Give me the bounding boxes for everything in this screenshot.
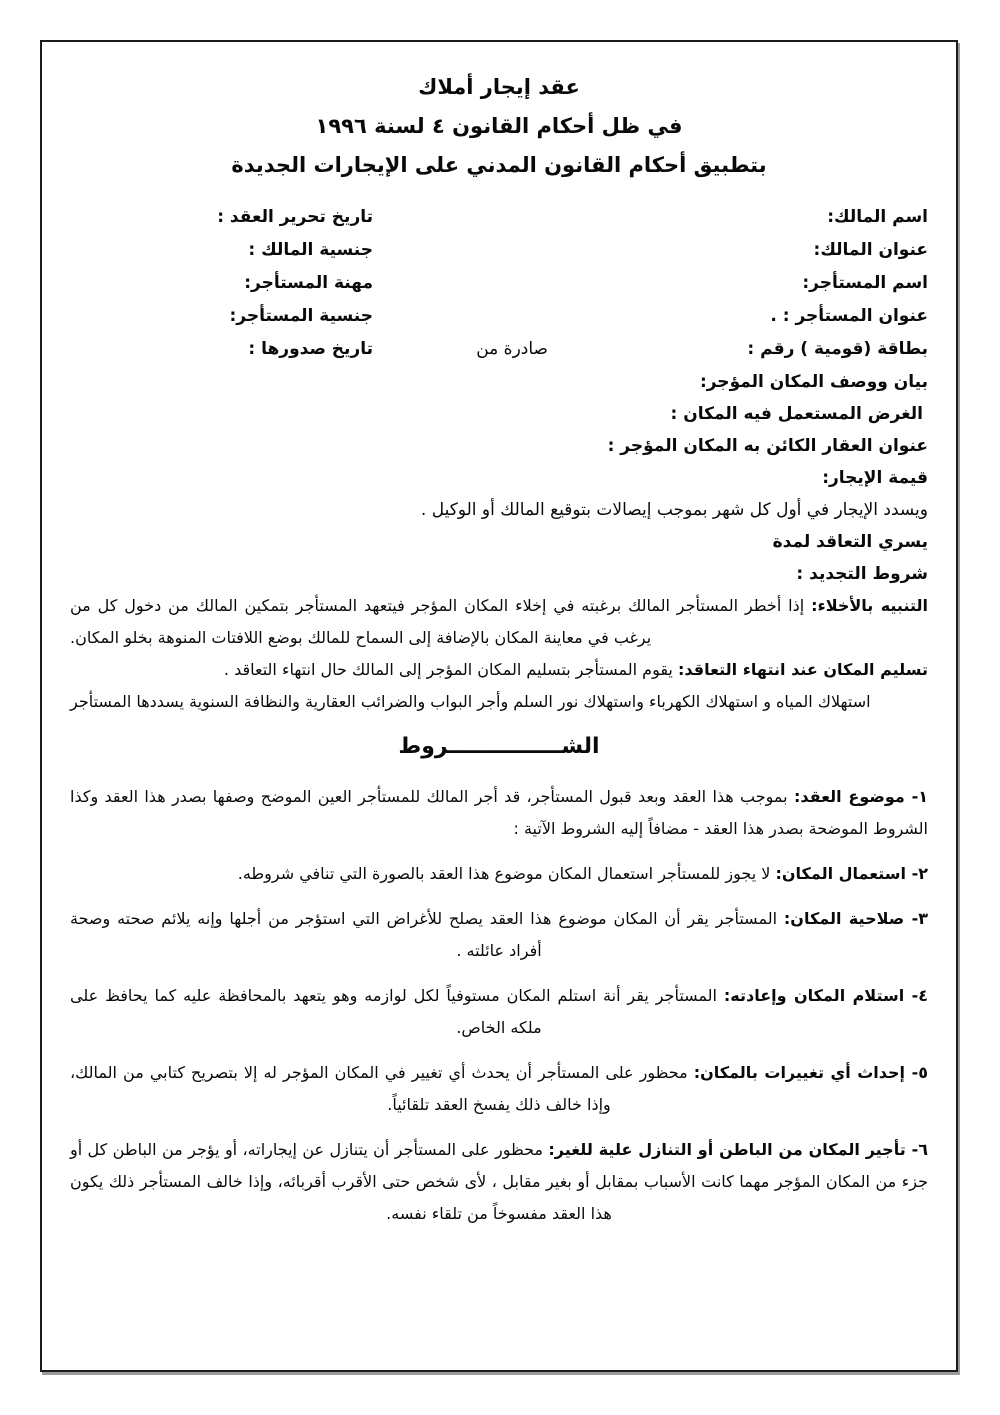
handover-paragraph xyxy=(70,654,928,686)
owner-address-label: عنوان المالك: xyxy=(813,240,928,260)
clause-place-alterations-body: محظور على المستأجر أن يحدث أي تغيير في المكان المؤجر له إلا بتصريح كتابي من المالك، وإذا خالف ذلك يفسخ العقد تلقائياً. xyxy=(70,1063,694,1114)
national-id-number-label: بطاقة (قومية ) رقم : xyxy=(747,339,928,359)
place-description-label: بيان ووصف المكان المؤجر: xyxy=(699,372,928,392)
tenant-name-label: اسم المستأجر: xyxy=(802,273,928,293)
conditions-list xyxy=(70,781,928,1230)
field-row-tenant-name xyxy=(70,267,928,300)
clause-place-suitability-title: ٣- صلاحية المكان: xyxy=(783,909,929,928)
clause-contract-subject-body: بموجب هذا العقد وبعد قبول المستأجر، قد أجر المالك للمستأجر العين الموضح وصفها بصدر هذا العقد وكذا الشروط الموضحة بصدر هذا العقد - مضافاً إليه الشروط الآتية : xyxy=(70,787,928,838)
handover-lead: تسليم المكان عند انتهاء التعاقد: xyxy=(677,660,928,679)
conditions-heading: الشـــــــــــــــروط xyxy=(398,734,600,759)
utilities-paragraph: استهلاك المياه و استهلاك الكهرباء واستهلاك نور السلم وأجر البواب والضرائب العقارية والنظافة السنوية يسددها المستأجر xyxy=(70,692,871,711)
page-border-frame xyxy=(40,40,958,1372)
contract-parties-fields xyxy=(70,201,928,366)
contract-header xyxy=(70,68,928,185)
tenant-address-label: عنوان المستأجر : . xyxy=(770,306,928,326)
rented-place-details xyxy=(70,366,928,718)
contract-date-label: تاريخ تحرير العقد : xyxy=(217,207,373,227)
renewal-conditions-label: شروط التجديد : xyxy=(796,564,928,584)
owner-name-label: اسم المالك: xyxy=(827,207,928,227)
tenant-profession-label: مهنة المستأجر: xyxy=(244,273,373,293)
contract-law-reference: في ظل أحكام القانون ٤ لسنة ١٩٩٦ xyxy=(315,114,683,138)
clause-place-usage-title: ٢- استعمال المكان: xyxy=(775,864,928,883)
contract-title: عقد إيجار أملاك xyxy=(418,75,580,99)
clause-subletting xyxy=(70,1134,928,1230)
clause-subletting-title: ٦- تأجير المكان من الباطن أو التنازل علية للغير: xyxy=(548,1140,928,1159)
vacancy-notice-body: إذا أخطر المستأجر المالك برغبته في إخلاء المكان المؤجر فيتعهد المستأجر بتمكين المالك من دخول كل من يرغب في معاينة المكان بالإضافة إلى السماح للمالك بوضع اللافتات المنوهة بخلو المكان. xyxy=(70,596,812,647)
vacancy-notice-paragraph xyxy=(70,590,928,654)
field-row-owner-name xyxy=(70,201,928,234)
rent-value-label: قيمة الإيجار: xyxy=(822,468,928,488)
issue-date-label: تاريخ صدورها : xyxy=(248,339,373,359)
property-address-label: عنوان العقار الكائن به المكان المؤجر : xyxy=(607,436,928,456)
field-row-tenant-address xyxy=(70,300,928,333)
clause-contract-subject-title: ١- موضوع العقد: xyxy=(793,787,928,806)
field-row-owner-address xyxy=(70,234,928,267)
issued-from-label: صادرة من xyxy=(476,339,548,359)
tenant-nationality-label: جنسية المستأجر: xyxy=(229,306,373,326)
clause-place-suitability xyxy=(70,903,928,967)
vacancy-notice-lead: التنبيه بالأخلاء: xyxy=(811,596,929,615)
clause-place-suitability-body: المستأجر يقر أن المكان موضوع هذا العقد يصلح للأغراض التي استؤجر من أجلها وإنه يلائم صحته وصحة أفراد عائلته . xyxy=(70,909,784,960)
usage-purpose-label: الغرض المستعمل فيه المكان : xyxy=(670,404,923,424)
contract-law-application: بتطبيق أحكام القانون المدني على الإيجارات الجديدة xyxy=(231,153,767,177)
clause-place-alterations-title: ٥- إحداث أي تغييرات بالمكان: xyxy=(693,1063,928,1082)
clause-place-usage-body: لا يجوز للمستأجر استعمال المكان موضوع هذا العقد بالصورة التي تنافي شروطه. xyxy=(237,864,776,883)
clause-place-receipt-return-title: ٤- استلام المكان وإعادته: xyxy=(723,986,928,1005)
clause-place-alterations xyxy=(70,1057,928,1121)
clause-subletting-body: محظور على المستأجر أن يتنازل عن إيجاراته، أو يؤجر من الباطن كل أو جزء من المكان المؤجر مهما كانت الأسباب بمقابل أو بغير مقابل ، لأى شخص حتى الأقرب أقربائه، وإذا خالف المستأجر ذلك يكون هذا العقد مفسوخاً من تلقاء نفسه. xyxy=(70,1140,928,1223)
rent-payment-line: ويسدد الإيجار في أول كل شهر بموجب إيصالات بتوقيع المالك أو الوكيل . xyxy=(420,500,928,520)
field-row-national-id xyxy=(70,333,928,366)
clause-contract-subject xyxy=(70,781,928,845)
contract-duration-label: يسري التعاقد لمدة xyxy=(772,532,928,552)
clause-place-usage xyxy=(70,858,928,890)
owner-nationality-label: جنسية المالك : xyxy=(248,240,373,260)
rental-contract-page xyxy=(42,42,956,1370)
clause-place-receipt-return-body: المستأجر يقر أنة استلم المكان مستوفياً لكل لوازمه وهو يتعهد بالمحافظة عليه كما يحافظ على ملكه الخاص. xyxy=(70,986,724,1037)
clause-place-receipt-return xyxy=(70,980,928,1044)
handover-body: يقوم المستأجر بتسليم المكان المؤجر إلى المالك حال انتهاء التعاقد . xyxy=(223,660,678,679)
